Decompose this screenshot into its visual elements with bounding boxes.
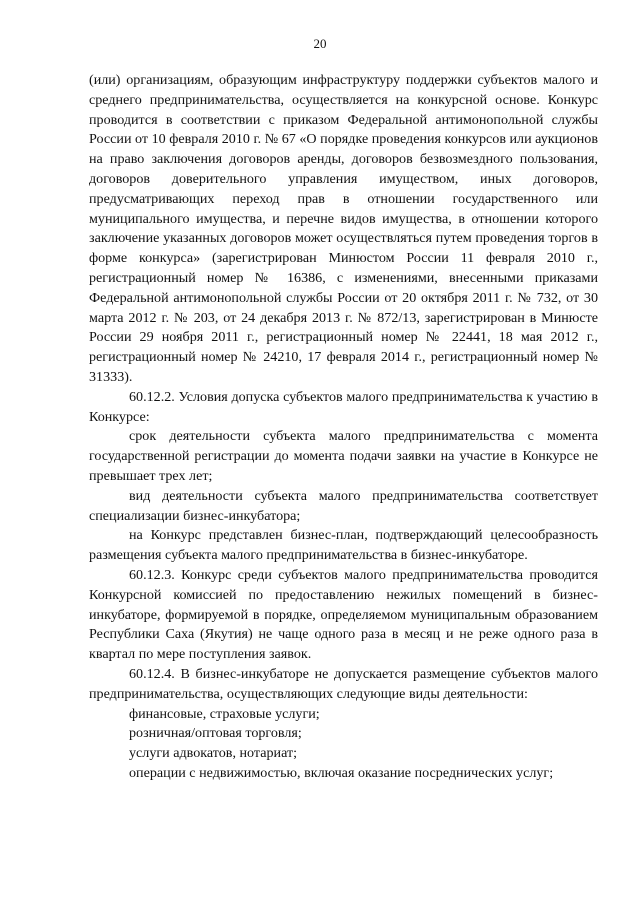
paragraph-60-12-4: 60.12.4. В бизнес-инкубаторе не допускается размещение субъектов малого предпринимательства, осуществляющих следующие виды деятельности: [89, 665, 598, 702]
list-item: финансовые, страховые услуги; [129, 705, 320, 722]
paragraph-condition-term: срок деятельности субъекта малого предпринимательства с момента государственной регистрации до момента подачи заявки на участие в Конкурсе не превышает трех лет; [89, 428, 598, 484]
paragraph-condition-business-plan: на Конкурс представлен бизнес-план, подтверждающий целесообразность размещения субъекта малого предпринимательства в бизнес-инкубаторе. [89, 527, 598, 564]
paragraph-tender-basis: (или) организациям, образующим инфраструктуру поддержки субъектов малого и среднего предпринимательства, осуществляется на конкурсной основе. Конкурс проводится в соответствии с приказом Федеральной антимонопольной службы России от 10 февраля 2010 г. № 67 «О порядке проведения конкурсов или аукционов на право заключения договоров аренды, договоров безвозмездного пользования, договоров доверительного управления имуществом, иных договоров, предусматривающих переход прав в отношении государственного или муниципального имущества, и перечне видов имущества, в отношении которого заключение указанных договоров может осуществляться путем проведения торгов в форме конкурса» (зарегистрирован Минюстом России 11 февраля 2010 г., регистрационный номер № 16386, с изменениями, внесенными приказами Федеральной антимонопольной службы России от 20 октября 2011 г. № 732, от 30 марта 2012 г. № 203, от 24 декабря 2013 г. № 872/13, зарегистрирован в Минюсте России 29 ноября 2011 г., регистрационный номер № 22441, 18 мая 2012 г., регистрационный номер № 24210, 17 февраля 2014 г., регистрационный номер № 31333). [89, 72, 598, 385]
document-body [89, 71, 598, 784]
paragraph-60-12-3: 60.12.3. Конкурс среди субъектов малого предпринимательства проводится Конкурсной комиссией по предоставлению нежилых помещений в бизнес-инкубаторе, формируемой в порядке, определяемом муниципальным образованием Республики Саха (Якутия) не чаще одного раза в месяц и не реже одного раза в квартал по мере поступления заявок. [89, 566, 598, 663]
list-item: розничная/оптовая торговля; [129, 725, 302, 742]
paragraph-60-12-2: 60.12.2. Условия допуска субъектов малого предпринимательства к участию в Конкурсе: [89, 388, 598, 425]
paragraph-condition-activity: вид деятельности субъекта малого предпринимательства соответствует специализации бизнес-инкубатора; [89, 487, 598, 524]
page-number: 20 [313, 36, 327, 51]
list-item: услуги адвокатов, нотариат; [129, 745, 298, 762]
list-item: операции с недвижимостью, включая оказание посреднических услуг; [129, 764, 554, 781]
